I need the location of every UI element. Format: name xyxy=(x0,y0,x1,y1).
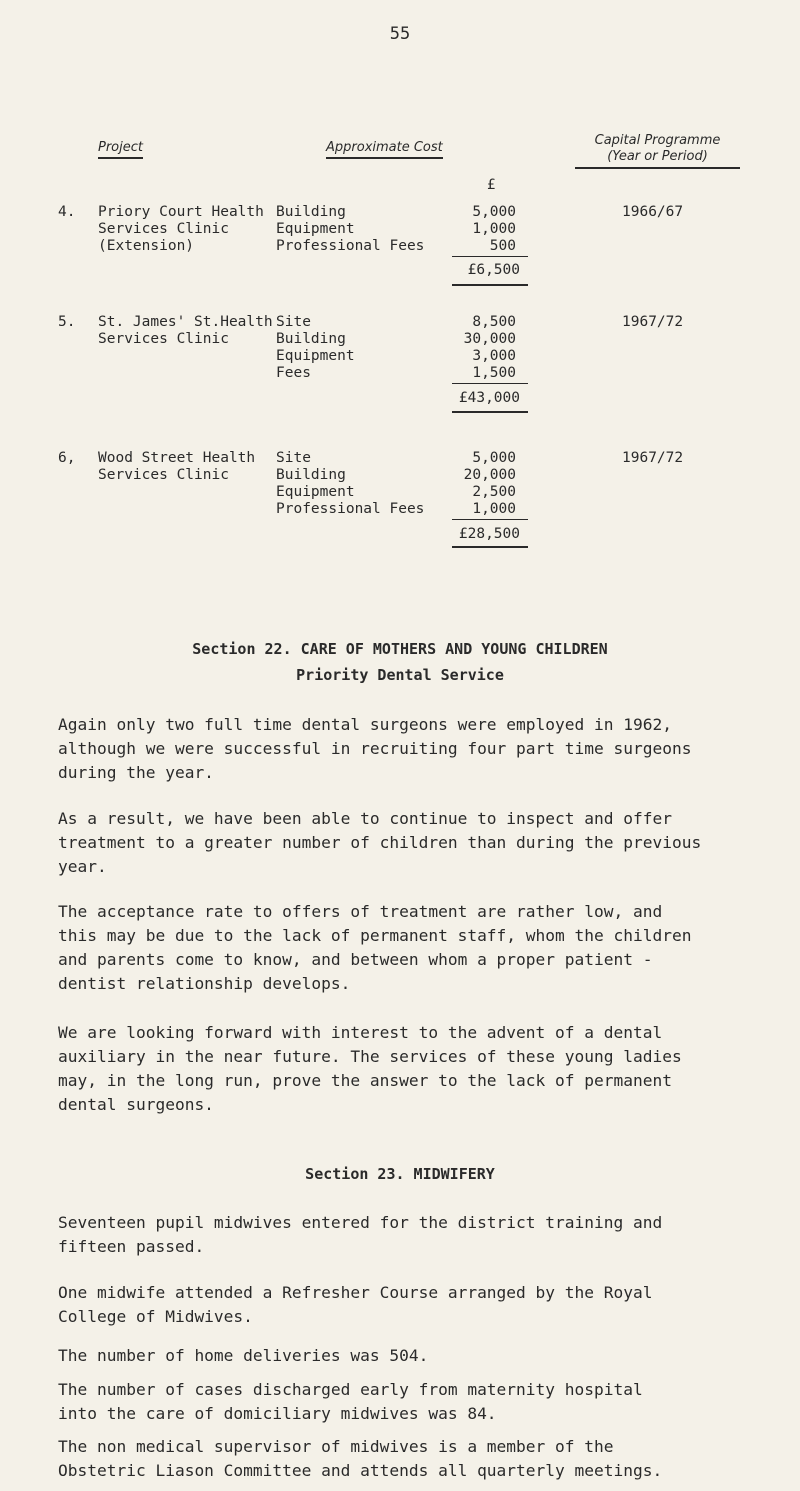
project-year: 1967/72 xyxy=(622,314,684,330)
section-22-heading: Section 22. CARE OF MOTHERS AND YOUNG CHILDREN xyxy=(192,640,608,658)
paragraph: The non medical supervisor of midwives is a member of the Obstetric Liason Committee and attends all quarterly meetings. xyxy=(58,1437,663,1480)
project-name-line: Services Clinic xyxy=(98,467,229,483)
cost-item xyxy=(276,467,528,484)
project-row-6 xyxy=(58,450,256,484)
project-name-line: Services Clinic xyxy=(98,221,229,237)
cost-item-label: Equipment xyxy=(276,348,355,364)
cost-item-amount: 1,500 xyxy=(472,365,516,381)
project-name-line: (Extension) xyxy=(98,238,195,254)
paragraph: As a result, we have been able to continue to inspect and offer treatment to a greater number of children than during the previous year. xyxy=(58,809,702,876)
paragraph: One midwife attended a Refresher Course arranged by the Royal College of Midwives. xyxy=(58,1283,653,1326)
cost-item-amount: 1,000 xyxy=(472,221,516,237)
cost-item-label: Site xyxy=(276,450,311,466)
paragraph: The acceptance rate to offers of treatment are rather low, and this may be due to the lack of permanent staff, whom the children and parents come to know, and between whom a proper patient - dentist relationship develops. xyxy=(58,902,692,993)
project-number: 5. xyxy=(58,314,76,330)
cost-item-label: Building xyxy=(276,467,346,483)
cost-items-6 xyxy=(276,450,528,518)
cost-item-amount: 500 xyxy=(489,238,516,254)
cost-items-4 xyxy=(276,204,528,255)
section-23-heading: Section 23. MIDWIFERY xyxy=(305,1165,495,1183)
cost-item-label: Professional Fees xyxy=(276,238,425,254)
project-name-line: St. James' St.Health xyxy=(98,314,273,330)
project-total: £43,000 xyxy=(458,390,520,406)
cost-item xyxy=(276,314,528,331)
cost-item-amount: 30,000 xyxy=(463,331,516,347)
cost-item-amount: 20,000 xyxy=(463,467,516,483)
paragraph: The number of cases discharged early from maternity hospital into the care of domiciliary midwives was 84. xyxy=(58,1380,643,1423)
cost-item-label: Site xyxy=(276,314,311,330)
cost-item xyxy=(276,204,528,221)
cost-item-label: Building xyxy=(276,331,346,347)
paragraph: We are looking forward with interest to the advent of a dental auxiliary in the near future. The services of these young ladies may, in the long run, prove the answer to the lack of permanent dental surgeons. xyxy=(58,1023,682,1114)
cost-item xyxy=(276,484,528,501)
header-capital-line1: Capital Programme xyxy=(594,133,721,148)
paragraph: Seventeen pupil midwives entered for the district training and fifteen passed. xyxy=(58,1213,663,1256)
subtotal-rule xyxy=(452,256,528,257)
cost-item-label: Professional Fees xyxy=(276,501,425,517)
currency-symbol: £ xyxy=(487,177,496,193)
project-total: £6,500 xyxy=(467,262,520,278)
cost-item-amount: 8,500 xyxy=(472,314,516,330)
project-year: 1967/72 xyxy=(622,450,684,466)
project-number: 4. xyxy=(58,204,76,220)
total-rule xyxy=(452,284,528,286)
cost-items-5 xyxy=(276,314,528,382)
subtotal-rule xyxy=(452,519,528,520)
page-number: 55 xyxy=(389,24,411,44)
project-number: 6, xyxy=(58,450,76,466)
cost-item-label: Building xyxy=(276,204,346,220)
subtotal-rule xyxy=(452,383,528,384)
cost-item-label: Fees xyxy=(276,365,311,381)
cost-item-label: Equipment xyxy=(276,221,355,237)
project-name-line: Wood Street Health xyxy=(98,450,256,466)
section-22-subheading: Priority Dental Service xyxy=(296,666,504,684)
paragraph: Again only two full time dental surgeons were employed in 1962, although we were successful in recruiting four part time surgeons during the year. xyxy=(58,715,692,782)
cost-item xyxy=(276,221,528,238)
cost-item xyxy=(276,348,528,365)
header-capital-line2: (Year or Period) xyxy=(607,149,708,164)
total-rule xyxy=(452,546,528,548)
project-row-4 xyxy=(58,204,264,255)
project-total: £28,500 xyxy=(458,526,520,542)
cost-item xyxy=(276,450,528,467)
header-capital-programme xyxy=(575,133,740,169)
header-approximate-cost: Approximate Cost xyxy=(326,140,443,159)
cost-item-amount: 5,000 xyxy=(472,450,516,466)
cost-item xyxy=(276,365,528,382)
total-rule xyxy=(452,411,528,413)
cost-item xyxy=(276,331,528,348)
cost-item xyxy=(276,501,528,518)
project-name-line: Priory Court Health xyxy=(98,204,264,220)
cost-item-amount: 1,000 xyxy=(472,501,516,517)
project-row-5 xyxy=(58,314,273,348)
cost-item-amount: 2,500 xyxy=(472,484,516,500)
paragraph: The number of home deliveries was 504. xyxy=(58,1346,429,1365)
cost-item-amount: 3,000 xyxy=(472,348,516,364)
cost-item xyxy=(276,238,528,255)
cost-item-label: Equipment xyxy=(276,484,355,500)
project-name-line: Services Clinic xyxy=(98,331,229,347)
cost-item-amount: 5,000 xyxy=(472,204,516,220)
project-year: 1966/67 xyxy=(622,204,684,220)
header-project: Project xyxy=(98,140,143,159)
